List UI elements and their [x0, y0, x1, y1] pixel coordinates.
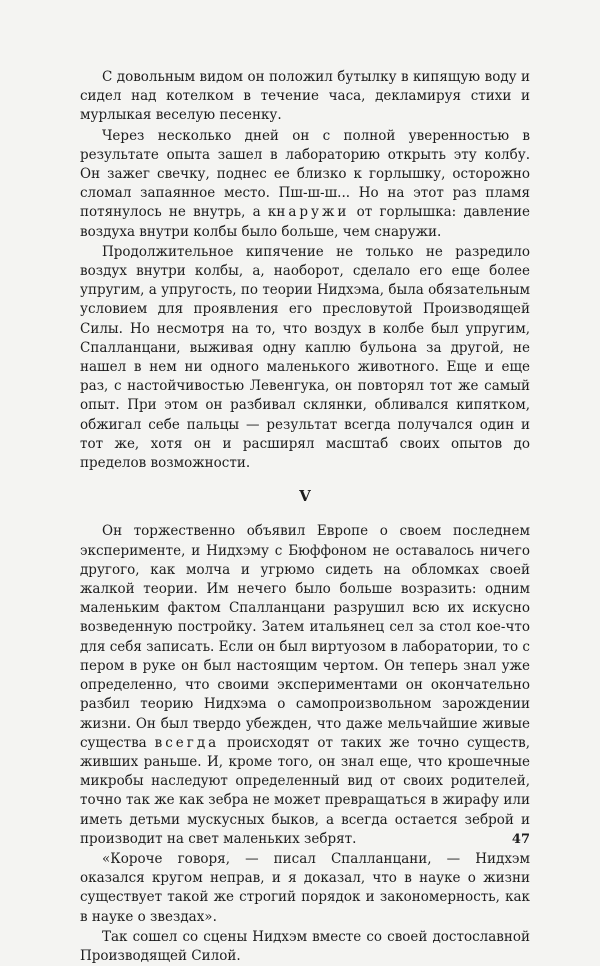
- page-body: [80, 68, 530, 966]
- paragraph-2: Через несколько дней он с полной уверенностью в результате опыта зашел в лабораторию открыть эту колбу. Он зажег свечку, поднес ее близко к горлышку, осторожно сломал запаянное место. Пш-ш-ш... Но на этот раз пламя потянулось не внутрь, а кнаружи от горлышка: давление воздуха внутри колбы было больше, чем снаружи.: [80, 127, 530, 240]
- page-number: 47: [511, 832, 530, 847]
- section-marker: V: [299, 487, 311, 506]
- paragraph-2-text-b: от горлышка: давление воздуха внутри колбы было больше, чем снаружи.: [80, 204, 530, 240]
- paragraph-4-text-b: происходят от таких же точно существ, живших раньше. И, кроме того, он знал еще, что крошечные микробы наследуют определенный вид от своих родителей, точно так же как зебра не может превращаться в жирафу или иметь детьми мускусных быков, а всегда остается зеброй и производит на свет маленьких зебрят.: [80, 734, 530, 847]
- paragraph-3: Продолжительное кипячение не только не разредило воздух внутри колбы, а, наоборот, сделало его еще более упругим, а упругость, по теории Нидхэма, была обязательным условием для проявления его пресловутой Производящей Силы. Но несмотря на то, что воздух в колбе был упругим, Спалланцани, выживая одну каплю бульона за другой, не нашел в нем ни одного маленького животного. Еще и еще раз, с настойчивостью Левенгука, он повторял тот же самый опыт. При этом он разбивал склянки, обливался кипятком, обжигал себе пальцы — результат всегда получался один и тот же, хотя он и расширял масштаб своих опытов до пределов возможности.: [80, 243, 530, 472]
- paragraph-4-text-a: Он торжественно объявил Европе о своем последнем эксперименте, и Нидхэму с Бюффоном не оставалось ничего другого, как молча и угрюмо сидеть на обломках своей жалкой теории. Им нечего было больше возразить: одним маленьким фактом Спалланцани разрушил всю их искусно возведенную постройку. Затем итальянец сел за стол кое-что для себя записать. Если он был виртуозом в лаборатории, то с пером в руке он был настоящим чертом. Он теперь знал уже определенно, что своими экспериментами он окончательно разбил теорию Нидхэма о самопроизвольном зарождении жизни. Он был твердо убежден, что даже мельчайшие живые существа: [80, 523, 530, 751]
- emphasized-word-vsegda: всегда: [154, 734, 220, 751]
- paragraph-2-text-a: Через несколько дней он с полной уверенностью в результате опыта зашел в лабораторию открыть эту колбу. Он зажег свечку, поднес ее близко к горлышку, осторожно сломал запаянное место. Пш-ш-ш... Но на этот раз пламя потянулось не внутрь, а: [80, 127, 530, 221]
- paragraph-1: С довольным видом он положил бутылку в кипящую воду и сидел над котелком в течение часа, декламируя стихи и мурлыкая веселую песенку.: [80, 69, 530, 124]
- emphasized-word-naruzhi: наружи: [276, 204, 350, 221]
- paragraph-6: Так сошел со сцены Нидхэм вместе со своей достославной Производящей Силой.: [80, 928, 530, 964]
- paragraph-4: [80, 522, 530, 848]
- paragraph-5-quote: «Короче говоря, — писал Спалланцани, — Нидхэм оказался кругом неправ, и я доказал, что в науке о жизни существует такой же строгий порядок и закономерность, как в науке о звездах».: [80, 850, 530, 925]
